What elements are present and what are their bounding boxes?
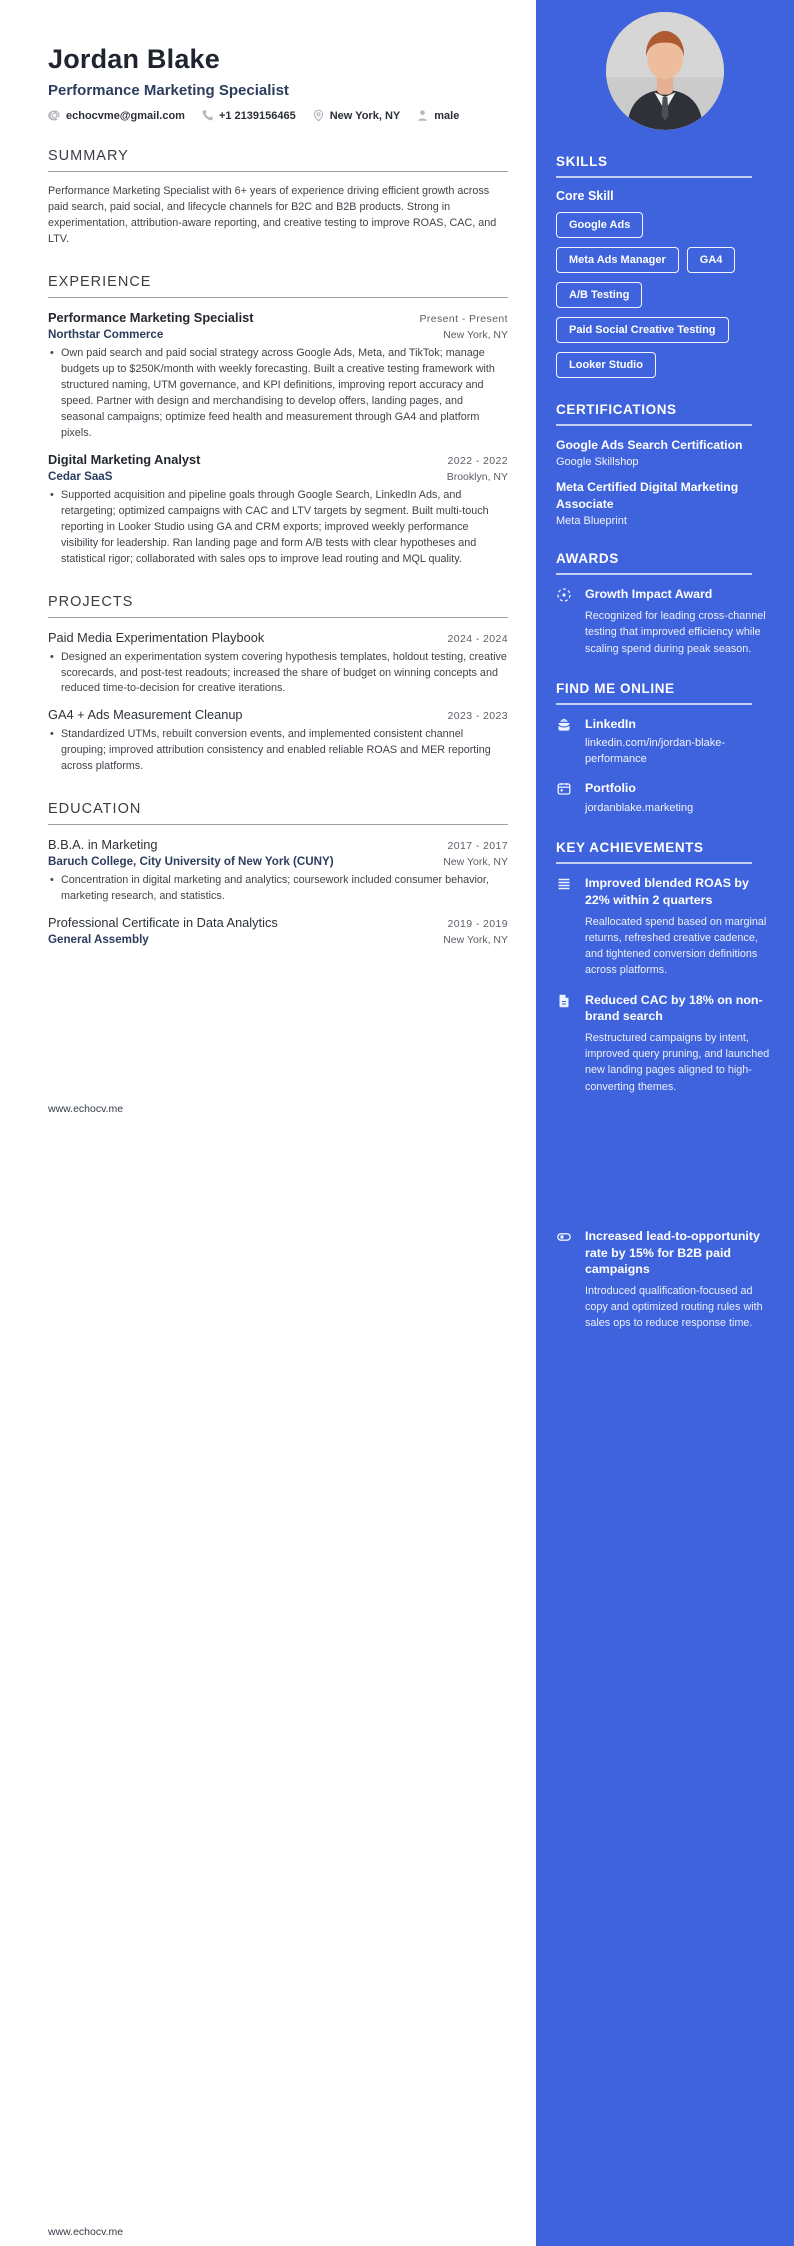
awards-section: [556, 551, 774, 656]
summary-heading: SUMMARY: [48, 148, 129, 164]
achievement-item: [556, 1228, 774, 1332]
sidebar-divider: [556, 176, 752, 178]
job-dates: 2022 - 2022: [447, 454, 508, 467]
contact-gender: [416, 109, 459, 122]
projects-section: [48, 594, 508, 776]
contact-gender-value: male: [434, 109, 460, 122]
section-divider: [48, 297, 508, 298]
school-name: Baruch College, City University of New York (CUNY): [48, 855, 334, 869]
certification-title: Meta Certified Digital Marketing Associate: [556, 480, 739, 511]
sidebar-divider: [556, 703, 752, 705]
footer-url[interactable]: www.echocv.me: [48, 1103, 124, 1115]
education-entry: [48, 837, 508, 905]
contact-location-value: New York, NY: [329, 109, 401, 122]
experience-entry: [48, 310, 508, 442]
skill-chip: Looker Studio: [556, 352, 656, 378]
degree-title: B.B.A. in Marketing: [48, 837, 158, 853]
award-description: Recognized for leading cross-channel testing that improved efficiency while scaling spend during peak season.: [585, 610, 766, 655]
experience-heading: EXPERIENCE: [48, 273, 152, 290]
section-divider: [48, 617, 508, 618]
key-achievements-section: [556, 840, 774, 1331]
section-divider: [48, 824, 508, 825]
job-bullet: • Supported acquisition and pipeline goals through Google Search, LinkedIn Ads, and retargeting; optimized campaigns with CAC and LTV targets by segment. Built multi-touch reporting in Looker Studio using GA and CRM exports; improved weekly performance visibility for leadership. Ran landing page and form A/B tests with clear hypotheses and statistical rigor; collaborated with sales ops to improve lead routing and MQL quality.: [48, 488, 508, 568]
location-pin-icon: [312, 109, 325, 122]
briefcase-icon: [556, 716, 573, 768]
certification-item: [556, 437, 774, 468]
achievement-description: Restructured campaigns by intent, improved query pruning, and launched new landing pages aligned to high-converting themes.: [585, 1032, 770, 1093]
school-name: General Assembly: [48, 933, 149, 947]
job-location: New York, NY: [443, 328, 508, 341]
project-bullet: • Designed an experimentation system covering hypothesis templates, holdout testing, creative scorecards, and post-test readouts; increased the share of budget on winning concepts and reduced time-to-decision for creative iterations.: [48, 650, 508, 698]
sidebar-divider: [556, 424, 752, 426]
phone-icon: [201, 109, 214, 122]
award-item: [556, 586, 774, 656]
find-me-online-section: [556, 681, 774, 817]
sidebar: [536, 0, 794, 2246]
education-dates: 2019 - 2019: [447, 918, 508, 931]
profile-photo: [606, 12, 724, 130]
summary-section: [48, 148, 508, 248]
contact-email-value: echocvme@gmail.com: [66, 109, 185, 122]
page-break-spacer: [556, 1108, 774, 1228]
online-profile-item: [556, 716, 774, 768]
projects-heading: PROJECTS: [48, 593, 134, 610]
achievement-item: [556, 992, 774, 1095]
project-bullet: • Standardized UTMs, rebuilt conversion events, and implemented consistent channel grouping; improved attribution consistency and enabled reliable ROAS and MER reporting across platforms.: [48, 727, 508, 775]
project-dates: 2023 - 2023: [447, 710, 508, 723]
certifications-section: [556, 402, 774, 527]
achievement-description: Introduced qualification-focused ad copy and optimized routing rules with sales ops to reduce response time.: [585, 1284, 763, 1330]
certification-title: Google Ads Search Certification: [556, 438, 743, 452]
education-bullet: • Concentration in digital marketing and analytics; coursework included consumer behavior, marketing research, and statistics.: [48, 873, 508, 905]
experience-entry: [48, 452, 508, 568]
skill-chips: [556, 212, 774, 378]
person-headline: Performance Marketing Specialist: [48, 82, 289, 99]
skill-chip: Google Ads: [556, 212, 643, 238]
project-dates: 2024 - 2024: [447, 632, 508, 645]
find-me-online-heading: FIND ME ONLINE: [556, 680, 675, 696]
education-location: New York, NY: [443, 856, 508, 869]
footer-url[interactable]: www.echocv.me: [48, 2226, 124, 2238]
document-icon: [556, 992, 573, 1095]
skills-group-label: Core Skill: [556, 189, 614, 203]
job-bullet: • Own paid search and paid social strategy across Google Ads, Meta, and TikTok; manage budgets up to $250K/month with weekly forecasting. Built a creative testing framework with structured naming, UTM governance, and KPI definitions, improving report accuracy and speed. Partner with design and merchandising to develop offers, landing pages, and seasonal campaigns; optimize feed health and measurement through GA4 and platform pixels.: [48, 346, 508, 442]
education-entry: [48, 915, 508, 946]
online-profile-url[interactable]: linkedin.com/in/jordan-blake-performance: [585, 737, 726, 765]
skill-chip: Meta Ads Manager: [556, 247, 679, 273]
job-title: Digital Marketing Analyst: [48, 451, 201, 467]
contact-row: [48, 109, 508, 122]
certification-issuer: Meta Blueprint: [556, 515, 627, 528]
online-profile-label[interactable]: Portfolio: [585, 781, 636, 796]
contact-phone-value: +1 2139156465: [218, 109, 296, 122]
project-title: GA4 + Ads Measurement Cleanup: [48, 707, 243, 723]
award-title: Growth Impact Award: [585, 587, 713, 602]
degree-title: Professional Certificate in Data Analytics: [48, 915, 278, 931]
experience-section: [48, 274, 508, 568]
achievement-item: [556, 875, 774, 978]
skills-heading: SKILLS: [556, 154, 608, 169]
section-divider: [48, 171, 508, 172]
achievement-description: Reallocated spend based on marginal returns, refreshed creative cadence, and tightened conversion definitions across platforms.: [585, 915, 767, 977]
list-icon: [556, 875, 573, 978]
contact-email[interactable]: [48, 109, 185, 122]
job-title: Performance Marketing Specialist: [48, 309, 254, 325]
certifications-heading: CERTIFICATIONS: [556, 402, 677, 417]
project-title: Paid Media Experimentation Playbook: [48, 629, 265, 645]
job-company: Cedar SaaS: [48, 469, 113, 483]
toggle-icon: [556, 1228, 573, 1332]
education-heading: EDUCATION: [48, 801, 142, 818]
email-icon: [48, 109, 61, 122]
project-entry: [48, 707, 508, 775]
achievement-title: Reduced CAC by 18% on non-brand search: [585, 992, 763, 1024]
certification-issuer: Google Skillshop: [556, 456, 639, 469]
skills-section: [556, 154, 774, 378]
project-entry: [48, 630, 508, 698]
awards-heading: AWARDS: [556, 551, 619, 567]
online-profile-label[interactable]: LinkedIn: [585, 716, 636, 731]
key-achievements-heading: KEY ACHIEVEMENTS: [556, 840, 704, 856]
education-dates: 2017 - 2017: [447, 840, 508, 853]
sidebar-divider: [556, 573, 752, 575]
achievement-title: Increased lead-to-opportunity rate by 15% for B2B paid campaigns: [585, 1228, 760, 1277]
job-location: Brooklyn, NY: [446, 470, 508, 483]
education-location: New York, NY: [443, 934, 508, 947]
online-profile-url[interactable]: jordanblake.marketing: [585, 801, 694, 814]
online-profile-item: [556, 780, 774, 816]
person-icon: [416, 109, 429, 122]
education-section: [48, 801, 508, 946]
award-badge-icon: [556, 586, 573, 656]
window-icon: [556, 780, 573, 816]
achievement-title: Improved blended ROAS by 22% within 2 quarters: [585, 876, 749, 908]
job-dates: Present - Present: [419, 312, 508, 325]
skill-chip: GA4: [687, 247, 736, 273]
sidebar-divider: [556, 862, 752, 864]
certification-item: [556, 479, 774, 527]
main-column: [0, 0, 536, 946]
skill-chip: Paid Social Creative Testing: [556, 317, 729, 343]
skill-chip: A/B Testing: [556, 282, 642, 308]
contact-phone[interactable]: [201, 109, 296, 122]
person-name: Jordan Blake: [48, 44, 220, 74]
contact-location: [312, 109, 401, 122]
summary-text: Performance Marketing Specialist with 6+ years of experience driving efficient growth across paid search, paid social, and lifecycle channels for B2C and B2B products. Strong in experimentation, attribution-aware reporting, and creative testing to improve ROAS, CAC, and LTV.: [48, 185, 497, 245]
job-company: Northstar Commerce: [48, 327, 164, 341]
